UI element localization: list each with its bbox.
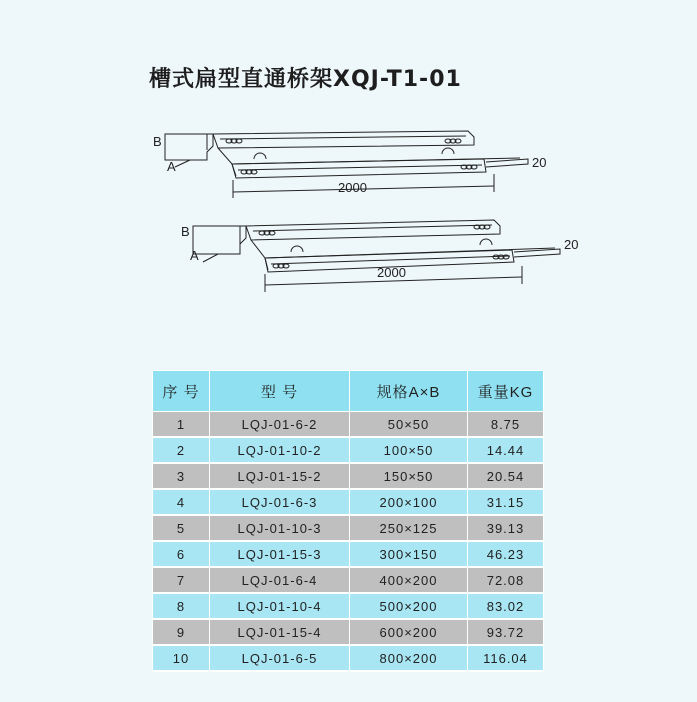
table-row bbox=[153, 567, 544, 593]
cell-spec: 800×200 bbox=[350, 645, 468, 671]
cell-spec: 200×100 bbox=[350, 489, 468, 515]
page-title: 槽式扁型直通桥架XQJ-T1-01 bbox=[149, 67, 462, 92]
cell-index: 8 bbox=[153, 593, 210, 619]
cell-index: 1 bbox=[153, 412, 210, 438]
table-row bbox=[153, 645, 544, 671]
top-label-b: B bbox=[153, 134, 162, 149]
bottom-tray-diagram bbox=[193, 220, 560, 292]
cell-weight: 93.72 bbox=[468, 619, 544, 645]
table-header-row bbox=[153, 371, 544, 412]
cell-model: LQJ-01-6-2 bbox=[210, 412, 350, 438]
cell-index: 2 bbox=[153, 437, 210, 463]
cell-index: 7 bbox=[153, 567, 210, 593]
cell-weight: 72.08 bbox=[468, 567, 544, 593]
table-row bbox=[153, 541, 544, 567]
header-model: 型 号 bbox=[210, 371, 350, 412]
cell-index: 5 bbox=[153, 515, 210, 541]
cell-model: LQJ-01-10-4 bbox=[210, 593, 350, 619]
cell-spec: 50×50 bbox=[350, 412, 468, 438]
cell-index: 10 bbox=[153, 645, 210, 671]
cell-weight: 83.02 bbox=[468, 593, 544, 619]
top-thickness-label: 20 bbox=[532, 155, 547, 170]
top-length-label: 2000 bbox=[338, 180, 367, 195]
table-row bbox=[153, 515, 544, 541]
cell-weight: 46.23 bbox=[468, 541, 544, 567]
bottom-length-label: 2000 bbox=[377, 265, 406, 280]
bottom-label-b: B bbox=[181, 224, 190, 239]
cell-model: LQJ-01-15-4 bbox=[210, 619, 350, 645]
cell-model: LQJ-01-6-4 bbox=[210, 567, 350, 593]
cell-weight: 20.54 bbox=[468, 463, 544, 489]
table-row bbox=[153, 463, 544, 489]
cell-spec: 600×200 bbox=[350, 619, 468, 645]
cell-weight: 116.04 bbox=[468, 645, 544, 671]
table-row bbox=[153, 412, 544, 438]
table-row bbox=[153, 437, 544, 463]
cell-index: 4 bbox=[153, 489, 210, 515]
table-row bbox=[153, 593, 544, 619]
cell-spec: 100×50 bbox=[350, 437, 468, 463]
top-label-a: A bbox=[167, 159, 176, 174]
cell-model: LQJ-01-15-3 bbox=[210, 541, 350, 567]
cell-spec: 300×150 bbox=[350, 541, 468, 567]
cell-spec: 150×50 bbox=[350, 463, 468, 489]
cell-spec: 250×125 bbox=[350, 515, 468, 541]
header-weight: 重量KG bbox=[468, 371, 544, 412]
cell-index: 6 bbox=[153, 541, 210, 567]
cell-weight: 39.13 bbox=[468, 515, 544, 541]
specification-table bbox=[152, 370, 544, 672]
bottom-thickness-label: 20 bbox=[564, 237, 579, 252]
table-row bbox=[153, 489, 544, 515]
cell-spec: 400×200 bbox=[350, 567, 468, 593]
cell-index: 3 bbox=[153, 463, 210, 489]
cell-model: LQJ-01-10-3 bbox=[210, 515, 350, 541]
bottom-label-a: A bbox=[190, 248, 199, 263]
cell-weight: 31.15 bbox=[468, 489, 544, 515]
header-spec: 规格A×B bbox=[350, 371, 468, 412]
cell-model: LQJ-01-15-2 bbox=[210, 463, 350, 489]
cell-model: LQJ-01-6-5 bbox=[210, 645, 350, 671]
cell-index: 9 bbox=[153, 619, 210, 645]
cable-tray-drawing bbox=[0, 0, 697, 340]
header-index: 序 号 bbox=[153, 371, 210, 412]
cell-model: LQJ-01-10-2 bbox=[210, 437, 350, 463]
cell-weight: 14.44 bbox=[468, 437, 544, 463]
table-row bbox=[153, 619, 544, 645]
cell-model: LQJ-01-6-3 bbox=[210, 489, 350, 515]
cell-weight: 8.75 bbox=[468, 412, 544, 438]
cell-spec: 500×200 bbox=[350, 593, 468, 619]
